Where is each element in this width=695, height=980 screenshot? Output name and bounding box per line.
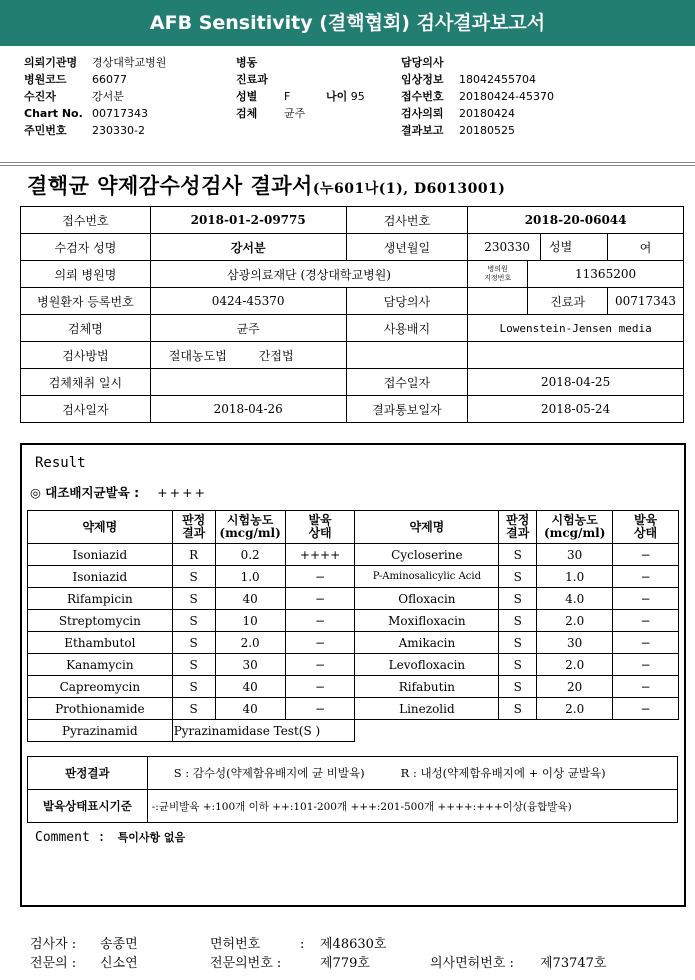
test-no: 2018-20-06044 (468, 207, 684, 234)
tester: 송종면 (100, 937, 138, 952)
specimen-value: 균주 (284, 107, 306, 120)
value: 20180424-45370 (459, 90, 554, 103)
col-growth-line: 발육 (308, 513, 332, 527)
age-value: 95 (350, 90, 365, 103)
cell-drug: Capreomycin (28, 676, 173, 698)
cell-conc: 2.0 (537, 654, 613, 676)
cell-judge: S (499, 698, 537, 720)
table-row (28, 610, 679, 632)
empty-cell (468, 342, 684, 369)
cell-drug: Kanamycin (28, 654, 173, 676)
cell-drug: Linezolid (355, 698, 499, 720)
method-label: 검사방법 (21, 342, 151, 369)
specialist: 신소연 (100, 956, 138, 971)
comment-label: Comment : (35, 830, 106, 845)
cell-conc: 30 (537, 632, 613, 654)
sex-label: 성별 (540, 234, 572, 260)
judge-legend (147, 757, 677, 790)
table-row (28, 544, 679, 566)
growth-label: 발육상태표시기준 (28, 790, 148, 823)
designated-no-label (468, 261, 528, 288)
cell-conc: 1.0 (215, 566, 285, 588)
specialist-label: 전문의 : (30, 956, 77, 971)
patient-reg: 0424-45370 (150, 288, 346, 315)
col-judge-line: 판정 (506, 513, 530, 527)
cell-drug: Amikacin (355, 632, 499, 654)
cell-judge: S (172, 610, 215, 632)
tester-label: 검사자 : (30, 937, 77, 952)
hospital: 삼광의료재단 (경상대학교병원) (150, 261, 467, 288)
cell-drug: Rifabutin (355, 676, 499, 698)
cell-judge: R (172, 544, 215, 566)
cell-growth: − (285, 654, 355, 676)
cell-growth: − (613, 566, 679, 588)
cell-conc: 40 (215, 698, 285, 720)
doctor-license: 제73747호 (540, 956, 607, 971)
empty-cell (355, 720, 679, 742)
col-conc-line: 시험농도 (226, 513, 274, 527)
table-row (28, 676, 679, 698)
dept-label: 진료과 (528, 288, 608, 315)
drug-table (27, 510, 679, 742)
control-growth (30, 483, 207, 501)
license: 제48630호 (320, 937, 387, 952)
label: 수진자 (24, 90, 56, 103)
cell-conc: 2.0 (537, 610, 613, 632)
cell-growth: − (285, 698, 355, 720)
label: Chart No. (24, 107, 83, 120)
col-conc-line: 시험농도 (551, 513, 598, 527)
cell-judge: S (499, 588, 537, 610)
colon: : (300, 937, 305, 952)
label: 담당의사 (401, 56, 444, 69)
cell-judge: S (499, 632, 537, 654)
specimen-label: 검체명 (21, 315, 151, 342)
col-judge (172, 511, 215, 544)
receive-date-label: 접수일자 (346, 369, 468, 396)
report-header: AFB Sensitivity (결핵협회) 검사결과보고서 (0, 0, 695, 46)
col-growth-line: 상태 (633, 526, 658, 540)
table-row (28, 698, 679, 720)
cell-drug: Prothionamide (28, 698, 173, 720)
specimen: 균주 (150, 315, 346, 342)
table-row (28, 566, 679, 588)
table-row (28, 654, 679, 676)
cell-drug: Levofloxacin (355, 654, 499, 676)
cell-drug: Streptomycin (28, 610, 173, 632)
cell-drug: Ethambutol (28, 632, 173, 654)
table-row (28, 632, 679, 654)
col-growth (285, 511, 355, 544)
drug-table-body (28, 544, 679, 720)
label: 주민번호 (24, 124, 67, 137)
cell-growth: − (613, 698, 679, 720)
judge-r: R : 내성(약제함유배지에 + 이상 균발육) (400, 766, 606, 780)
col-judge-line: 판정 (182, 513, 206, 527)
collect-date-label: 검체채취 일시 (21, 369, 151, 396)
cell-conc: 40 (215, 588, 285, 610)
sex-label: 성별 (236, 90, 258, 103)
age-label: 나이 (326, 90, 348, 103)
divider (0, 162, 695, 163)
col-judge-line: 결과 (182, 526, 206, 540)
cell-growth: − (285, 588, 355, 610)
control-value: ++++ (157, 485, 208, 500)
birth-value: 230330 (484, 240, 531, 254)
label: 검사의뢰 (401, 107, 444, 120)
ward-label: 병동 (236, 56, 258, 69)
table-row (28, 588, 679, 610)
value: 경상대학교병원 (92, 56, 167, 69)
value: 18042455704 (459, 73, 536, 86)
cell-growth: − (285, 632, 355, 654)
test-date-label: 검사일자 (21, 396, 151, 423)
patient-name: 강서분 (150, 234, 346, 261)
cell-growth: − (613, 544, 679, 566)
sex: 여 (608, 234, 684, 261)
medium-label: 사용배지 (346, 315, 468, 342)
info-right (401, 54, 554, 139)
test-no-label: 검사번호 (346, 207, 468, 234)
pza-value: Pyrazinamidase Test(S ) (172, 720, 355, 742)
cell-conc: 30 (215, 654, 285, 676)
hospital-label: 의뢰 병원명 (21, 261, 151, 288)
cell-growth: − (285, 676, 355, 698)
value: 230330-2 (92, 124, 145, 137)
cell-conc: 20 (537, 676, 613, 698)
cell-judge: S (172, 566, 215, 588)
reception-no-label: 접수번호 (21, 207, 151, 234)
notify-date: 2018-05-24 (468, 396, 684, 423)
col-drug: 약제명 (355, 511, 499, 544)
pza-drug: Pyrazinamid (28, 720, 173, 742)
judge-label: 판정결과 (28, 757, 148, 790)
notify-date-label: 결과통보일자 (346, 396, 468, 423)
patient-reg-label: 병원환자 등록번호 (21, 288, 151, 315)
legend-table (27, 756, 678, 823)
cell-growth: − (613, 676, 679, 698)
judge-s: S : 감수성(약제함유배지에 균 비발육) (173, 766, 365, 780)
sex-value: F (284, 90, 291, 103)
cell-conc: 10 (215, 610, 285, 632)
cell-drug: Rifampicin (28, 588, 173, 610)
cell-judge: S (499, 566, 537, 588)
col-conc (215, 511, 285, 544)
col-growth-line: 상태 (308, 526, 332, 540)
label-line: 병의원 (487, 265, 508, 273)
cell-conc: 2.0 (215, 632, 285, 654)
cell-judge: S (499, 610, 537, 632)
col-growth-line: 발육 (633, 513, 658, 527)
col-conc-line: (mcg/ml) (219, 526, 281, 540)
registration-table (20, 206, 684, 423)
test-date: 2018-04-26 (150, 396, 346, 423)
cell-judge: S (499, 654, 537, 676)
label: 의뢰기관명 (24, 56, 78, 69)
document-title (27, 170, 505, 200)
title-main: 결핵균 약제감수성검사 결과서 (27, 173, 313, 198)
cell-conc: 30 (537, 544, 613, 566)
label: 임상정보 (401, 73, 444, 86)
dept-label: 진료과 (236, 73, 268, 86)
specialist-no-label: 전문의번호 : (210, 956, 282, 971)
cell-growth: ++++ (285, 544, 355, 566)
method-1: 절대농도법 (168, 348, 227, 363)
info-left (24, 54, 166, 139)
cell-judge: S (172, 588, 215, 610)
col-conc-line: (mcg/ml) (543, 526, 606, 540)
cell-judge: S (172, 654, 215, 676)
cell-drug: Isoniazid (28, 544, 173, 566)
license-label: 면허번호 (210, 937, 261, 952)
cell-drug: Cycloserine (355, 544, 499, 566)
label: 접수번호 (401, 90, 444, 103)
cell-judge: S (499, 676, 537, 698)
col-judge (499, 511, 537, 544)
comment (35, 829, 185, 845)
control-label: ◎ 대조배지균발육 : (30, 485, 140, 500)
cell-growth: − (613, 632, 679, 654)
info-mid (236, 54, 365, 122)
cell-judge: S (172, 632, 215, 654)
dept: 00717343 (608, 288, 684, 315)
value: 00717343 (92, 107, 148, 120)
doctor-label: 담당의사 (346, 288, 468, 315)
divider (0, 165, 695, 166)
value: 20180424 (459, 107, 515, 120)
col-conc (537, 511, 613, 544)
cell-conc: 2.0 (537, 698, 613, 720)
value: 20180525 (459, 124, 515, 137)
patient-name-label: 수검자 성명 (21, 234, 151, 261)
receive-date: 2018-04-25 (468, 369, 684, 396)
label-line: 지정번호 (484, 274, 512, 282)
cell-judge: S (172, 676, 215, 698)
cell-conc: 1.0 (537, 566, 613, 588)
doctor-license-label: 의사면허번호 : (430, 956, 514, 971)
col-drug: 약제명 (28, 511, 173, 544)
cell-conc: 0.2 (215, 544, 285, 566)
footer-row-1 (30, 933, 386, 952)
result-heading: Result (35, 455, 86, 471)
method (150, 342, 346, 369)
birth-label: 생년월일 (346, 234, 468, 261)
reception-no: 2018-01-2-09775 (150, 207, 346, 234)
designated-no: 11365200 (528, 261, 684, 288)
cell-growth: − (285, 610, 355, 632)
cell-growth: − (613, 610, 679, 632)
comment-text: 특이사항 없음 (117, 831, 186, 844)
medium: Lowenstein-Jensen media (468, 315, 684, 342)
title-code: (누601나(1), D6013001) (312, 181, 506, 197)
label: 결과보고 (401, 124, 444, 137)
method-2: 간접법 (258, 348, 294, 363)
cell-conc: 4.0 (537, 588, 613, 610)
birth (468, 234, 608, 261)
cell-drug: Ofloxacin (355, 588, 499, 610)
cell-conc: 40 (215, 676, 285, 698)
col-judge-line: 결과 (506, 526, 530, 540)
collect-date (150, 369, 346, 396)
growth-legend: -:균비발육 +:100개 이하 ++:101-200개 +++:201-500개 ++++:+++이상(융합발육) (147, 790, 677, 823)
cell-drug: Isoniazid (28, 566, 173, 588)
cell-judge: S (499, 544, 537, 566)
cell-judge: S (172, 698, 215, 720)
cell-growth: − (285, 566, 355, 588)
footer-row-2 (30, 952, 606, 971)
doctor (468, 288, 528, 315)
cell-drug: Moxifloxacin (355, 610, 499, 632)
cell-drug: P-Aminosalicylic Acid (355, 566, 499, 588)
value: 강서분 (92, 90, 124, 103)
empty-cell (346, 342, 468, 369)
cell-growth: − (613, 588, 679, 610)
cell-growth: − (613, 654, 679, 676)
col-growth (613, 511, 679, 544)
label: 병원코드 (24, 73, 67, 86)
specialist-no: 제779호 (320, 956, 370, 971)
value: 66077 (92, 73, 127, 86)
specimen-label: 검체 (236, 107, 258, 120)
